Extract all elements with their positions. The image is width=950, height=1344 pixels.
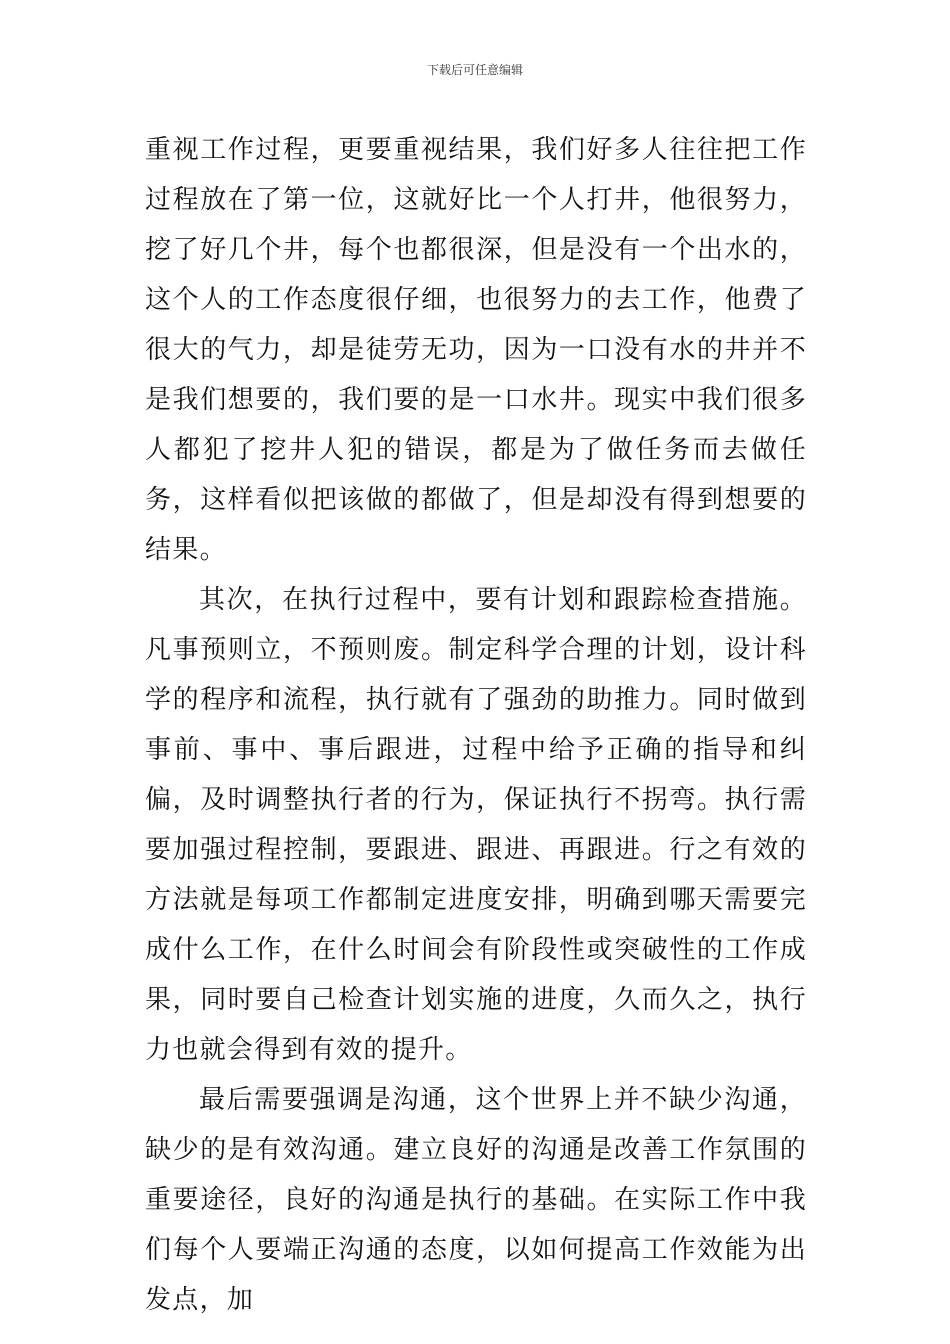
document-body xyxy=(145,125,807,1325)
paragraph-3: 最后需要强调是沟通，这个世界上并不缺少沟通，缺少的是有效沟通。建立良好的沟通是改善工作氛围的重要途径，良好的沟通是执行的基础。在实际工作中我们每个人要端正沟通的态度，以如何提高工作效能为出发点，加 xyxy=(145,1085,807,1315)
page-header: 下载后可任意编辑 xyxy=(426,63,523,77)
paragraph-1: 重视工作过程，更要重视结果，我们好多人往往把工作过程放在了第一位，这就好比一个人打井，他很努力，挖了好几个井，每个也都很深，但是没有一个出水的，这个人的工作态度很仔细，也很努力的去工作，他费了很大的气力，却是徒劳无功，因为一口没有水的井并不是我们想要的，我们要的是一口水井。现实中我们很多人都犯了挖井人犯的错误，都是为了做任务而去做任务，这样看似把该做的都做了，但是却没有得到想要的结果。 xyxy=(145,135,807,565)
paragraph-2: 其次，在执行过程中，要有计划和跟踪检查措施。凡事预则立，不预则废。制定科学合理的计划，设计科学的程序和流程，执行就有了强劲的助推力。同时做到事前、事中、事后跟进，过程中给予正确的指导和纠偏，及时调整执行者的行为，保证执行不拐弯。执行需要加强过程控制，要跟进、跟进、再跟进。行之有效的方法就是每项工作都制定进度安排，明确到哪天需要完成什么工作，在什么时间会有阶段性或突破性的工作成果，同时要自己检查计划实施的进度，久而久之，执行力也就会得到有效的提升。 xyxy=(145,585,807,1065)
